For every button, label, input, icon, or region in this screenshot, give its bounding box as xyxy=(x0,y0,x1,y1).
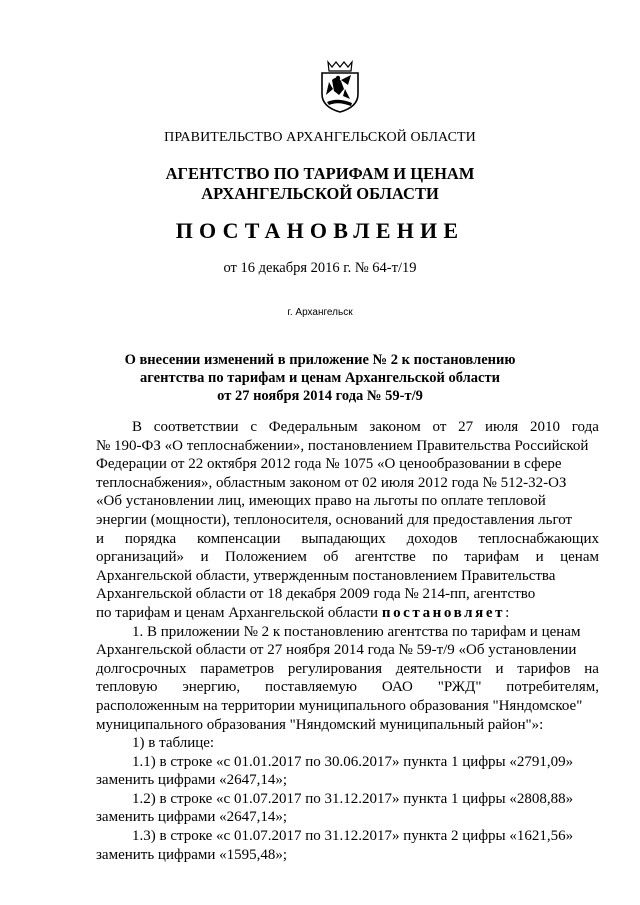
word: на xyxy=(584,660,599,677)
word: и xyxy=(96,530,105,547)
word: долгосрочных xyxy=(96,660,187,677)
word: порядка xyxy=(124,530,177,547)
word: "РЖД" xyxy=(437,679,482,696)
text-fragment: : xyxy=(505,604,510,621)
text-line: Архангельской области от 18 декабря 2009 года № 214-пп, агентство xyxy=(96,586,536,603)
word: тепловую xyxy=(96,679,158,696)
text-fragment: по тарифам и ценам Архангельской области xyxy=(96,604,379,621)
word: ОАО xyxy=(381,679,413,696)
word: энергию, xyxy=(182,679,241,696)
agency-name-line-1: АГЕНТСТВО ПО ТАРИФАМ И ЦЕНАМ xyxy=(165,164,475,183)
text-line: 1.2) в строке «с 01.07.2017 по 31.12.2017» пункта 1 цифры «2808,88» xyxy=(132,790,574,807)
word: года xyxy=(571,419,599,435)
subject-line-1: О внесении изменений в приложение № 2 к постановлению xyxy=(124,352,516,368)
text-line: № 190-ФЗ «О теплоснабжении», постановлением Правительства Российской xyxy=(96,437,589,454)
word: 2010 xyxy=(529,419,560,435)
word: организаций» xyxy=(96,549,185,566)
justified-line xyxy=(96,678,599,697)
text-line: заменить цифрами «2647,14»; xyxy=(96,772,288,789)
word: тарифам xyxy=(464,549,520,566)
word: Положением xyxy=(225,549,307,566)
word: деятельности xyxy=(395,660,482,677)
word: июля xyxy=(484,419,519,435)
text-line: 1) в таблице: xyxy=(132,735,215,752)
text-line: заменить цифрами «2647,14»; xyxy=(96,809,288,826)
word: соответствии xyxy=(153,419,239,435)
arkhangelsk-coat-of-arms-icon xyxy=(318,58,362,114)
word: законом xyxy=(369,419,421,435)
word: регулирования xyxy=(287,660,383,677)
word: ценам xyxy=(560,549,599,566)
text-line: энергии (мощности), теплоносителя, оснований для предоставления льгот xyxy=(96,511,573,528)
word: теплоснабжающих xyxy=(478,530,599,547)
document-date-number: от 16 декабря 2016 г. № 64-т/19 xyxy=(223,260,417,276)
document-type-title: ПОСТАНОВЛЕНИЕ xyxy=(175,218,465,243)
agency-name-line-2: АРХАНГЕЛЬСКОЙ ОБЛАСТИ xyxy=(201,184,439,203)
word: от xyxy=(432,419,447,435)
text-line: 1.3) в строке «с 01.07.2017 по 31.12.2017» пункта 2 цифры «1621,56» xyxy=(132,828,574,845)
government-name: ПРАВИТЕЛЬСТВО АРХАНГЕЛЬСКОЙ ОБЛАСТИ xyxy=(164,130,476,145)
word: В xyxy=(132,419,143,435)
word: и xyxy=(495,660,504,677)
text-line: 1.1) в строке «с 01.01.2017 по 30.06.2017» пункта 1 цифры «2791,09» xyxy=(132,753,574,770)
text-line: «Об установлении лиц, имеющих право на льготы по оплате тепловой xyxy=(96,493,546,510)
word: выпадающих xyxy=(301,530,386,547)
resolution-keyword: постановляет xyxy=(381,604,506,621)
text-line: расположенным на территории муниципального образования "Няндомское" xyxy=(96,697,583,714)
word: по xyxy=(432,549,448,566)
word: параметров xyxy=(200,660,275,677)
justified-line xyxy=(96,530,599,549)
document-subject xyxy=(0,351,640,405)
agency-name xyxy=(0,164,640,204)
subject-line-2: агентства по тарифам и ценам Архангельской области xyxy=(140,370,500,386)
justified-line xyxy=(96,418,599,437)
subject-line-3: от 27 ноября 2014 года № 59-т/9 xyxy=(217,388,423,404)
text-line: Федерации от 22 октября 2012 года № 1075 «О ценообразовании в сфере xyxy=(96,456,562,473)
text-line: 1. В приложении № 2 к постановлению агентства по тарифам и ценам xyxy=(132,623,581,640)
word: компенсации xyxy=(197,530,281,547)
word: с xyxy=(250,419,258,435)
justified-line xyxy=(96,548,599,567)
text-line: заменить цифрами «1595,48»; xyxy=(96,846,288,863)
text-line: Архангельской области, утвержденным постановлением Правительства xyxy=(96,567,556,584)
word: потребителям, xyxy=(506,679,599,696)
text-line: муниципального образования "Няндомский муниципальный район"»: xyxy=(96,716,544,733)
word: тарифов xyxy=(517,660,571,677)
text-line: теплоснабжения», областным законом от 02 июля 2012 года № 512-32-ОЗ xyxy=(96,474,567,491)
text-line: Архангельской области от 27 ноября 2014 года № 59-т/9 «Об установлении xyxy=(96,642,577,659)
word: доходов xyxy=(406,530,458,547)
word: и xyxy=(535,549,544,566)
word: Федеральным xyxy=(268,419,358,435)
word: поставляемую xyxy=(264,679,358,696)
document-body xyxy=(96,418,599,864)
justified-line xyxy=(96,660,599,679)
word: агентстве xyxy=(354,549,416,566)
document-city: г. Архангельск xyxy=(287,307,353,318)
text-line xyxy=(96,604,599,623)
word: об xyxy=(323,549,339,566)
word: и xyxy=(200,549,209,566)
word: 27 xyxy=(458,419,474,435)
